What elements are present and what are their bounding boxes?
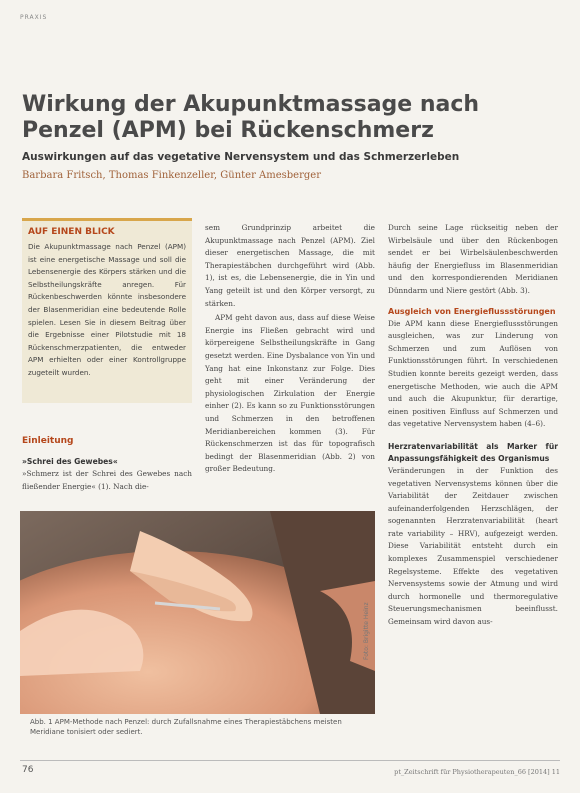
intro-heading: Einleitung <box>22 436 74 446</box>
massage-photo <box>20 511 375 714</box>
article-subtitle: Auswirkungen auf das vegetative Nervensystem und das Schmerzerleben <box>22 151 460 163</box>
column-3-paragraph-3: Veränderungen in der Funktion des vegetativen Nervensystems können über die Variabilität der Zeitdauer zwischen aufeinanderfolgenden Herzschlägen, der sogenannten Herzratenvariabilität (heart rate variability – HRV), aufgezeigt werden. Diese Variabilität entsteht durch ein komplexes Zusammenspiel verschiedener Regelsysteme. Effekte des vegetativen Nervensystems sowie der Atmung und wird durch hormonelle und thermoregulative Steuerungsmechanismen beeinflusst. Gemeinsam wird davon aus- <box>388 465 558 627</box>
column-3-paragraph-2: Die APM kann diese Energieflussstörungen ausgleichen, was zur Linderung von Schmerzen und zum Auflösen von Funktionsstörungen führt. In verschiedenen Studien konnte bereits gezeigt werden, dass energetische Methoden, wie auch die APM und auch die Akupunktur, für derartige, einen positiven Einfluss auf Schmerzen und das vegetative Nervensystem haben (4–6). <box>388 318 558 429</box>
intro-text: »Schmerz ist der Schrei des Gewebes nach fließender Energie« (1). Nach die- <box>22 469 192 491</box>
column-2 <box>205 222 375 476</box>
column-3-heading: Ausgleich von Energieflussstörungen <box>388 306 556 316</box>
section-tag: PRAXIS <box>20 14 48 21</box>
intro-section <box>22 436 192 493</box>
at-a-glance-box <box>22 218 192 403</box>
page-number: 76 <box>22 765 34 775</box>
at-a-glance-text: Die Akupunktmassage nach Penzel (APM) ist eine energetische Massage und soll die Lebensenergie des Körpers stärken und die Selbstheilungskräfte anregen. Für Rückenbeschwerden könnte insbesondere der Blasenmeridian eine bedeutende Rolle spielen. Lesen Sie in diesem Beitrag über die Ergebnisse einer Pilotstudie mit 18 Rückenschmerzpatienten, die entweder APM erhielten oder einer Kontrollgruppe zugeteilt wurden. <box>28 242 186 377</box>
column-2-paragraph-1: sem Grundprinzip arbeitet die Akupunktmassage nach Penzel (APM). Ziel dieser energetischen Massage, die mit Therapiestäbchen durchgeführt wird (Abb. 1), ist es, die Lebensenergie, die in Yin und Yang geteilt ist und den Körper versorgt, zu stärken. <box>205 223 375 308</box>
at-a-glance-title: AUF EINEN BLICK <box>28 227 115 237</box>
photo-credit: Foto: Brigitte Heinz <box>363 602 370 660</box>
column-3-paragraph-1: Durch seine Lage rückseitig neben der Wirbelsäule und über den Rückenbogen sendet er bei Wirbelsäulenbeschwerden häufig der Energiefluss im Blasenmeridian und den korrespondierenden Meridianen Dünndarm und Niere gestört (Abb. 3). <box>388 223 558 295</box>
column-3-heading-2: Herzratenvariabilität als Marker für Anpassungsfähigkeit des Organismus <box>388 441 558 463</box>
column-3 <box>388 222 558 629</box>
article-authors: Barbara Fritsch, Thomas Finkenzeller, Günter Amesberger <box>22 170 321 181</box>
journal-reference: pt_Zeitschrift für Physiotherapeuten_66 [2014] 11 <box>394 768 560 776</box>
footer-rule <box>20 760 560 761</box>
figure-caption: Abb. 1 APM-Methode nach Penzel: durch Zufallsnahme eines Therapiestäbchens meisten Meridiane tonisiert oder sediert. <box>30 718 342 736</box>
article-title: Wirkung der Akupunktmassage nach Penzel (APM) bei Rückenschmerz <box>22 92 480 143</box>
column-2-paragraph-2: APM geht davon aus, dass auf diese Weise Energie ins Fließen gebracht wird und körpereigene Selbstheilungskräfte in Gang gesetzt werden. Eine Dysbalance von Yin und Yang hat eine Inkonstanz zur Folge. Dies geht mit einer Veränderung der physiologischen Zirkulation der Energie einher (2). Es kann so zu Funktionsstörungen und Schmerzen in den betroffenen Meridianbereichen kommen (3). Für Rückenschmerzen ist das für topografisch bedingt der Blasenmeridian (Abb. 2) von großer Bedeutung. <box>205 313 375 474</box>
intro-subheading: »Schrei des Gewebes« <box>22 457 118 466</box>
